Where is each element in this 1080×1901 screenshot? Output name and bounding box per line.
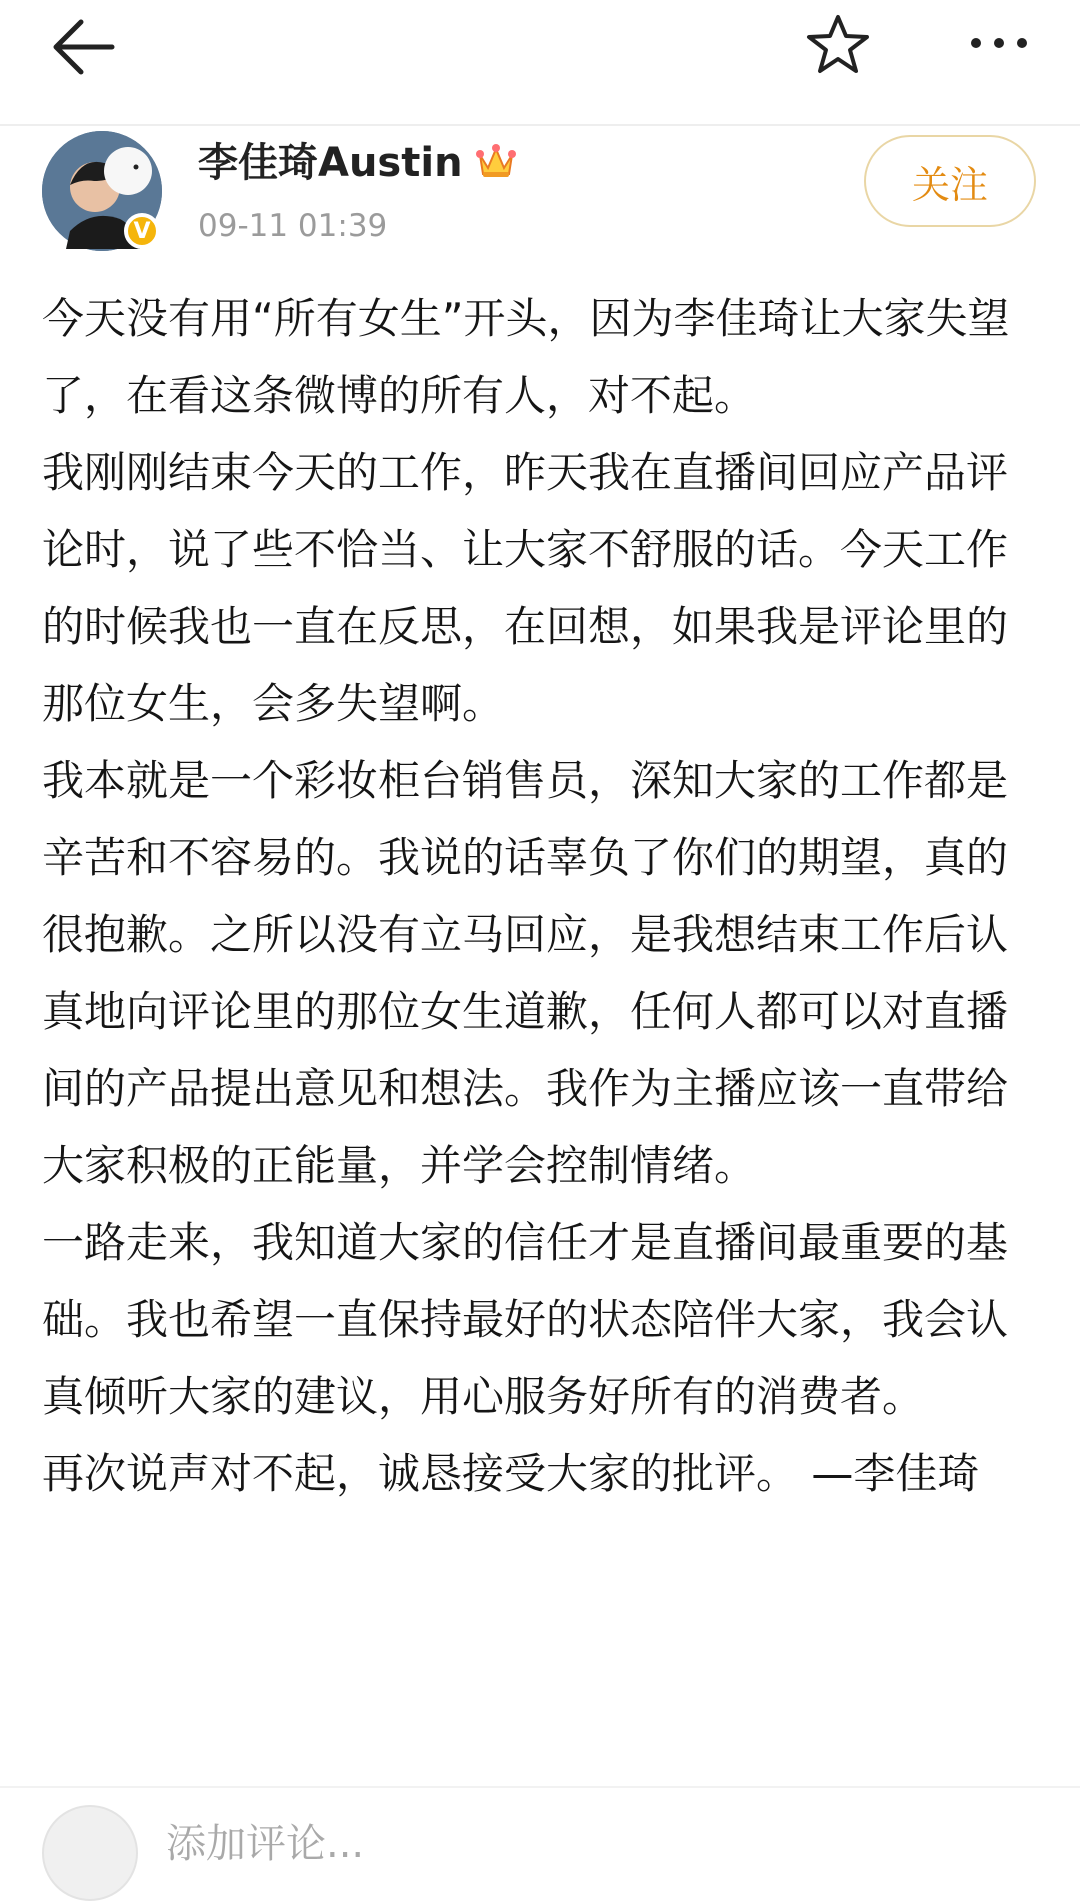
more-options-button[interactable] xyxy=(966,18,1032,68)
back-button[interactable] xyxy=(50,15,120,79)
author-name-row xyxy=(198,131,517,188)
arrow-left-icon xyxy=(50,15,120,79)
top-navigation-bar xyxy=(0,0,1080,126)
favorite-button[interactable] xyxy=(805,12,871,78)
comment-input[interactable]: 添加评论... xyxy=(166,1821,365,1867)
author-name[interactable]: 李佳琦Austin xyxy=(198,140,463,186)
post-paragraph: 我刚刚结束今天的工作，昨天我在直播间回应产品评论时，说了些不恰当、让大家不舒服的话。今天工作的时候我也一直在反思，在回想，如果我是评论里的那位女生，会多失望啊。 xyxy=(42,448,1009,728)
star-outline-icon xyxy=(805,12,871,78)
post-paragraph: 我本就是一个彩妆柜台销售员，深知大家的工作都是辛苦和不容易的。我说的话辜负了你们的期望，真的很抱歉。之所以没有立马回应，是我想结束工作后认真地向评论里的那位女生道歉，任何人都可以对直播间的产品提出意见和想法。我作为主播应该一直带给大家积极的正能量，并学会控制情绪。 xyxy=(42,756,1009,1190)
comment-bar xyxy=(0,1790,1080,1891)
bottom-divider xyxy=(0,1786,1080,1788)
author-header xyxy=(0,126,1080,266)
post-paragraph: 一路走来，我知道大家的信任才是直播间最重要的基础。我也希望一直保持最好的状态陪伴大家，我会认真倾听大家的建议，用心服务好所有的消费者。 xyxy=(42,1218,1009,1421)
verified-badge-icon: V xyxy=(124,213,160,249)
post-paragraph: 今天没有用“所有女生”开头，因为李佳琦让大家失望了，在看这条微博的所有人，对不起。 xyxy=(42,294,1010,420)
current-user-avatar[interactable] xyxy=(42,1805,138,1901)
post-time: 09-11 01:39 xyxy=(198,208,388,244)
more-horizontal-icon xyxy=(966,18,1032,68)
crown-icon xyxy=(475,140,517,180)
post-paragraph: 再次说声对不起，诚恳接受大家的批评。 —李佳琦 xyxy=(42,1449,980,1498)
follow-button[interactable]: 关注 xyxy=(864,135,1036,227)
post-content xyxy=(42,280,1032,1512)
